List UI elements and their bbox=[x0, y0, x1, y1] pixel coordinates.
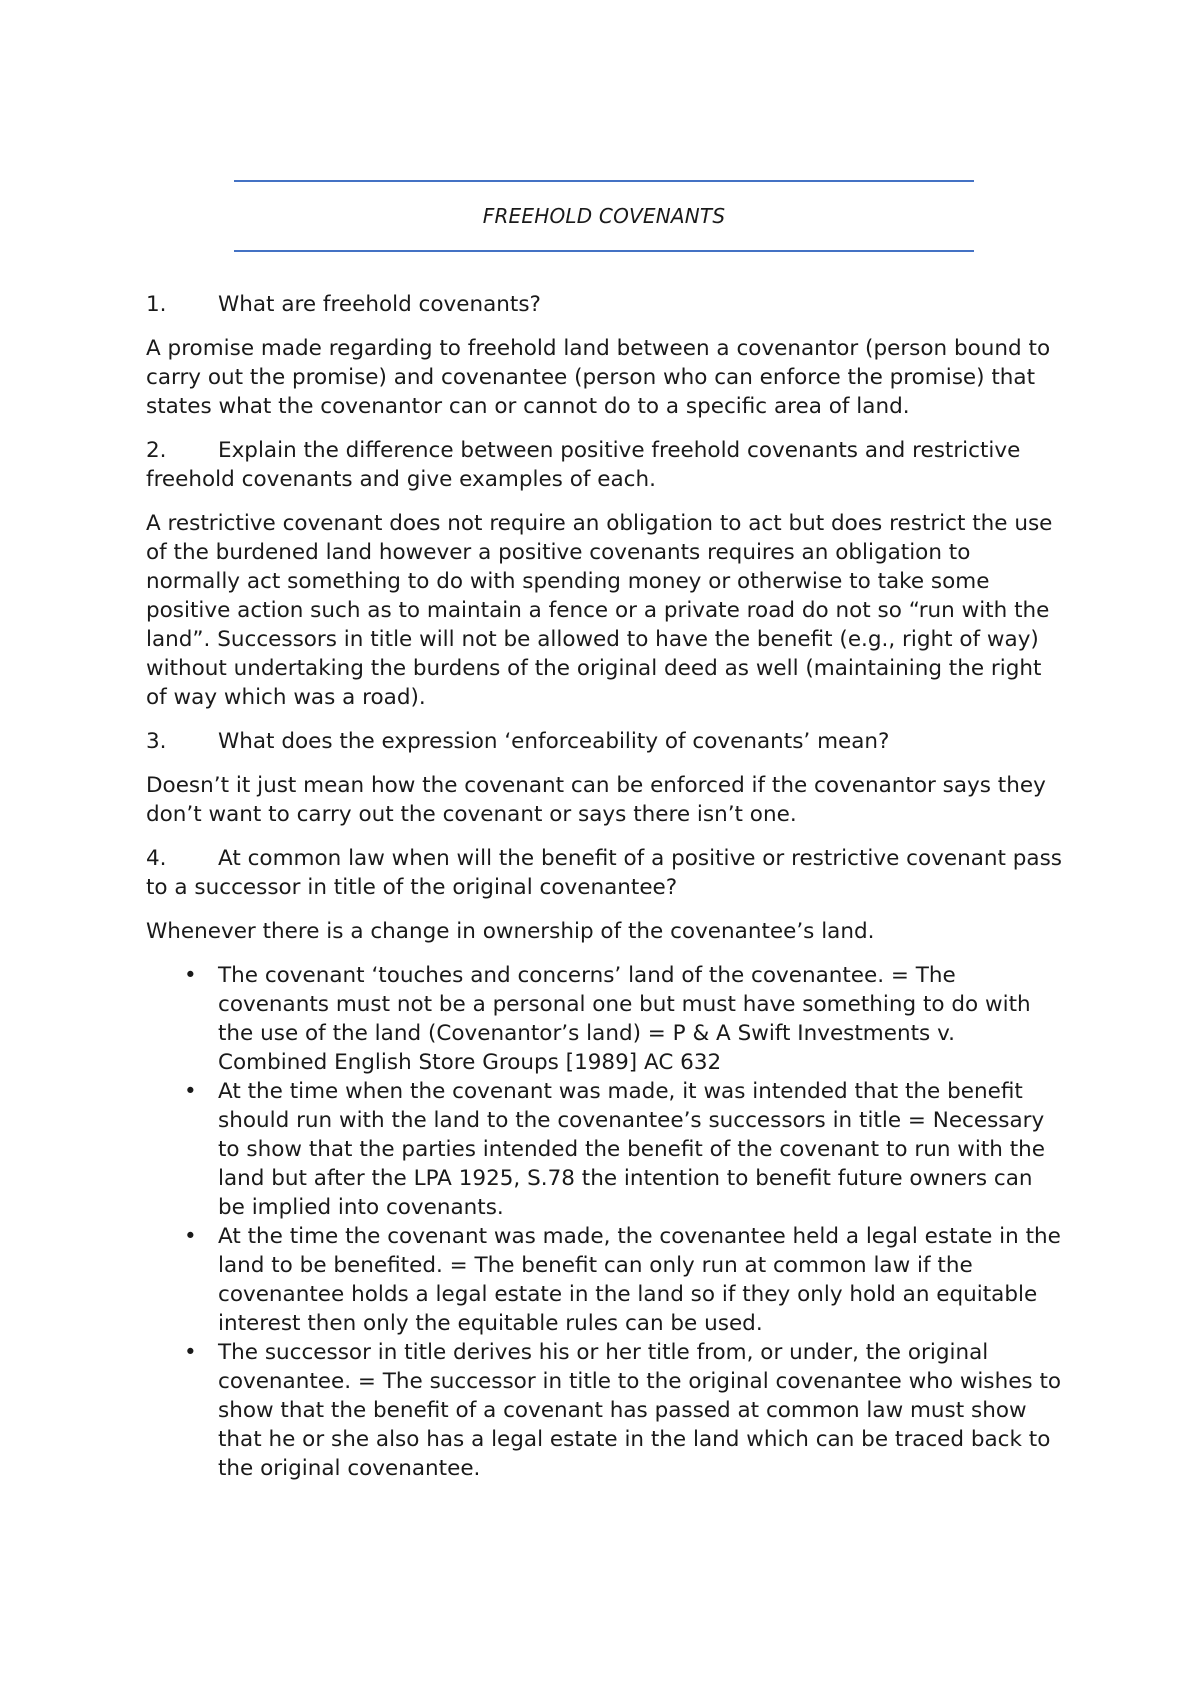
list-item bbox=[146, 1338, 1066, 1483]
list-item-text: The covenant ‘touches and concerns’ land of the covenantee. = The covenants must not be a personal one but must have something to do with the use of the land (Covenantor’s land) = P & A Swift Investments v. Combined English Store Groups [1989] AC 632 bbox=[218, 963, 1031, 1075]
question-text: What are freehold covenants? bbox=[218, 292, 541, 317]
question-text: Explain the difference between positive freehold covenants and restrictive freehold covenants and give examples of each. bbox=[146, 438, 1021, 492]
question-text: At common law when will the benefit of a positive or restrictive covenant pass to a successor in title of the original covenantee? bbox=[146, 846, 1062, 900]
list-item bbox=[146, 1077, 1066, 1222]
title-bottom-rule bbox=[234, 250, 974, 252]
question-3 bbox=[146, 727, 1066, 756]
question-4 bbox=[146, 844, 1066, 902]
question-2 bbox=[146, 436, 1066, 494]
answer-4: Whenever there is a change in ownership of the covenantee’s land. bbox=[146, 919, 875, 944]
bullet-icon: • bbox=[184, 1340, 197, 1365]
question-number: 1. bbox=[146, 292, 167, 317]
list-item-text: The successor in title derives his or her title from, or under, the original covenantee. = The successor in title to the original covenantee who wishes to show that the benefit of a covenant has passed at common law must show that he or she also has a legal estate in the land which can be traced back to the original covenantee. bbox=[218, 1340, 1062, 1481]
title-top-rule bbox=[234, 180, 974, 182]
bullet-icon: • bbox=[184, 1224, 197, 1249]
bullet-icon: • bbox=[184, 963, 197, 988]
list-item bbox=[146, 1222, 1066, 1338]
document-title: FREEHOLD COVENANTS bbox=[482, 204, 726, 228]
document-body bbox=[146, 290, 1066, 1483]
question-number: 3. bbox=[146, 729, 167, 754]
conditions-list bbox=[146, 961, 1066, 1483]
question-number: 2. bbox=[146, 438, 167, 463]
list-item-text: At the time the covenant was made, the covenantee held a legal estate in the land to be benefited. = The benefit can only run at common law if the covenantee holds a legal estate in the land so if they only hold an equitable interest then only the equitable rules can be used. bbox=[218, 1224, 1061, 1336]
answer-3: Doesn’t it just mean how the covenant can be enforced if the covenantor says they don’t want to carry out the covenant or says there isn’t one. bbox=[146, 773, 1046, 827]
answer-1: A promise made regarding to freehold land between a covenantor (person bound to carry out the promise) and covenantee (person who can enforce the promise) that states what the covenantor can or cannot do to a specific area of land. bbox=[146, 336, 1051, 419]
list-item bbox=[146, 961, 1066, 1077]
question-text: What does the expression ‘enforceability of covenants’ mean? bbox=[218, 729, 890, 754]
bullet-icon: • bbox=[184, 1079, 197, 1104]
answer-2: A restrictive covenant does not require an obligation to act but does restrict the use of the burdened land however a positive covenants requires an obligation to normally act something to do with spending money or otherwise to take some positive action such as to maintain a fence or a private road do not so “run with the land”. Successors in title will not be allowed to have the benefit (e.g., right of way) without undertaking the burdens of the original deed as well (maintaining the right of way which was a road). bbox=[146, 511, 1053, 710]
list-item-text: At the time when the covenant was made, it was intended that the benefit should run with the land to the covenantee’s successors in title = Necessary to show that the parties intended the benefit of the covenant to run with the land but after the LPA 1925, S.78 the intention to benefit future owners can be implied into covenants. bbox=[218, 1079, 1046, 1220]
question-1 bbox=[146, 290, 1066, 319]
question-number: 4. bbox=[146, 846, 167, 871]
